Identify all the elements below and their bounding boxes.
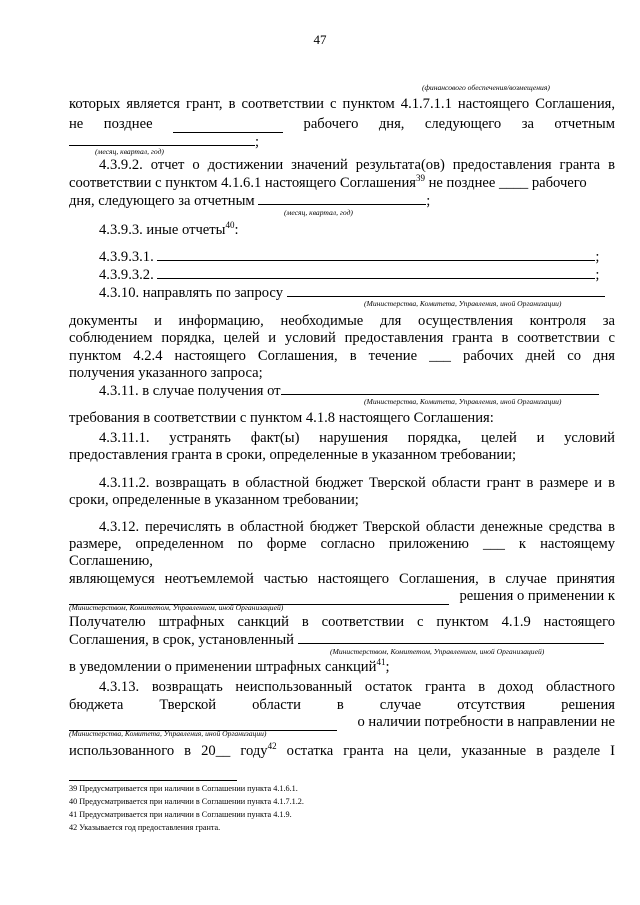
paragraph-4-3-11-1: 4.3.11.1. устранять факт(ы) нарушения порядка, целей и условий	[99, 430, 615, 446]
footnote: 41 Предусматривается при наличии в Соглашении пункта 4.1.9.	[69, 810, 292, 819]
text-line: которых является грант, в соответствии с пунктом 4.1.7.1.1 настоящего Соглашения,	[69, 96, 615, 112]
text-line: Получателю штрафных санкций в соответствии с пунктом 4.1.9 настоящего	[69, 614, 615, 630]
paragraph-4-3-9-3-1: 4.3.9.3.1. ;	[99, 249, 600, 265]
caption-period: (месяц, квартал, год)	[95, 147, 164, 156]
text-line: соответствии с пунктом 4.1.6.1 настоящего Соглашения$^{39}$ не позднее ____ рабочего	[69, 173, 587, 191]
footnote: 40 Предусматривается при наличии в Соглашении пункта 4.1.7.1.2.	[69, 797, 304, 806]
blank-field	[281, 382, 599, 395]
caption-ministry: (Министерства, Комитета, Управления, иной Организации)	[364, 397, 562, 406]
text-line: сроки, определенные в указанном требовании;	[69, 492, 359, 508]
text-line: дня, следующего за отчетным ;	[69, 193, 431, 209]
blank-field	[258, 192, 426, 205]
text-line: являющемуся неотъемлемой частью настоящего Соглашения, в случае принятия	[69, 571, 615, 587]
text-line: ;	[69, 133, 615, 151]
text-line: бюджета Тверской области в случае отсутствия решения	[69, 697, 615, 713]
footnote-separator	[69, 780, 237, 781]
blank-field	[287, 284, 605, 297]
caption-period: (месяц, квартал, год)	[284, 208, 353, 217]
paragraph-4-3-9-3-2: 4.3.9.3.2. ;	[99, 267, 600, 283]
text-line: требования в соответствии с пунктом 4.1.8 настоящего Соглашения:	[69, 410, 494, 426]
caption-financial: (финансового обеспечения/возмещения)	[422, 83, 550, 92]
text-line: использованного в 20__ году$^{42}$ остатка гранта на цели, указанные в разделе I	[69, 741, 615, 759]
caption-ministry: (Министерством, Комитетом, Управлением, иной Организацией)	[69, 603, 284, 612]
text-line: предоставления гранта в сроки, определенные в указанном требовании;	[69, 447, 517, 463]
page-number: 47	[313, 32, 327, 47]
paragraph-4-3-13: 4.3.13. возвращать неиспользованный остаток гранта в доход областного	[99, 679, 615, 695]
text-line: в уведомлении о применении штрафных санкций$^{41}$;	[69, 657, 390, 675]
text-line: пунктом 4.2.4 настоящего Соглашения, в течение ___ рабочих дней со дня	[69, 348, 615, 364]
paragraph-4-3-11: 4.3.11. в случае получения от	[99, 382, 640, 400]
text-line: о наличии потребности в направлении не	[69, 714, 615, 731]
caption-ministry: (Министерства, Комитета, Управления, иной Организации)	[69, 729, 267, 738]
paragraph-4-3-9-2: 4.3.9.2. отчет о достижении значений результата(ов) предоставления гранта в	[99, 157, 615, 173]
paragraph-4-3-12: 4.3.12. перечислять в областной бюджет Тверской области денежные средства в	[99, 519, 615, 535]
caption-ministry: (Министерства, Комитета, Управления, иной Организации)	[364, 299, 562, 308]
blank-field	[157, 266, 595, 279]
blank-field	[298, 631, 604, 644]
blank-field	[69, 133, 255, 146]
footnote: 39 Предусматривается при наличии в Соглашении пункта 4.1.6.1.	[69, 784, 298, 793]
text-line: размере, определенном по форме согласно приложению ___ к настоящему	[69, 536, 615, 552]
paragraph-4-3-9-3: 4.3.9.3. иные отчеты$^{40}$:	[99, 220, 239, 238]
text-line: документы и информацию, необходимые для осуществления контроля за	[69, 313, 615, 329]
text-line: Соглашения, в срок, установленный	[69, 631, 615, 649]
text-line: решения о применении к	[69, 588, 615, 605]
paragraph-4-3-11-2: 4.3.11.2. возвращать в областной бюджет Тверской области грант в размере и в	[99, 475, 615, 491]
text-line: получения указанного запроса;	[69, 365, 263, 381]
text-line: соблюдением порядка, целей и условий предоставления гранта в соответствии с	[69, 330, 615, 346]
paragraph-4-3-10: 4.3.10. направлять по запросу	[99, 284, 640, 302]
blank-field	[157, 248, 595, 261]
blank-field	[173, 120, 283, 133]
caption-ministry: (Министерством, Комитетом, Управлением, иной Организацией)	[330, 647, 545, 656]
text-line: не позднее рабочего дня, следующего за отчетным	[69, 116, 615, 132]
footnote: 42 Указывается год предоставления гранта.	[69, 823, 221, 832]
text-line: Соглашению,	[69, 553, 153, 569]
